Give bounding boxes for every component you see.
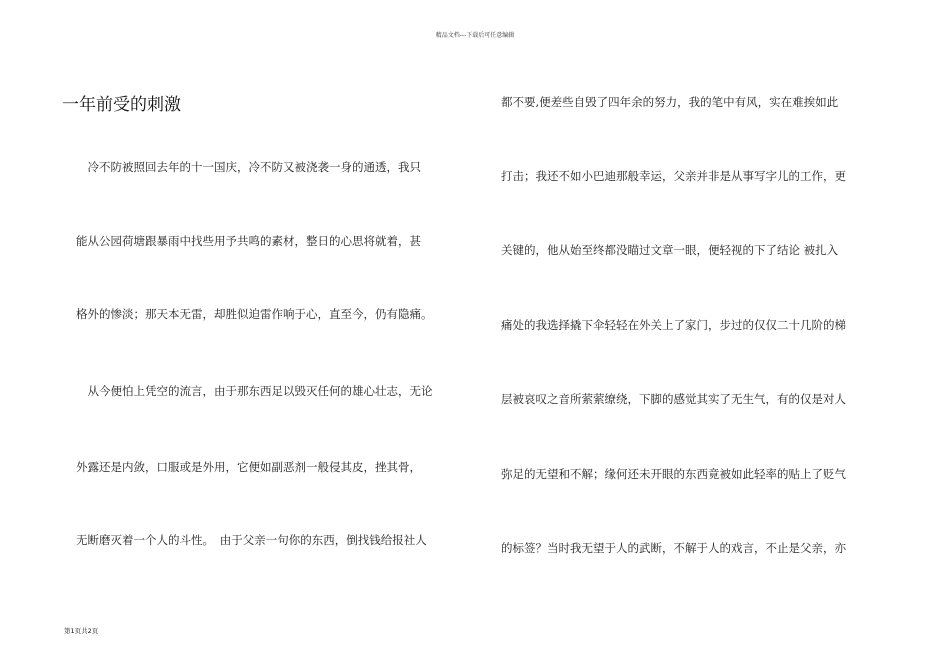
right-line-4: 痛处的我选择撬下伞轻轻在外关上了家门，步过的仅仅二十几阶的梯 [501, 318, 846, 332]
left-line-4: 从今便怕上凭空的流言，由于那东西足以毁灭任何的雄心壮志，无论 [76, 384, 433, 398]
left-line-6: 无断磨灭着一个人的斗性。 由于父亲一句你的东西，倒找钱给报社人 [76, 533, 427, 547]
right-line-2: 打击；我还不如小巴迪那般幸运，父亲并非是从事写字儿的工作，更 [501, 169, 846, 183]
page-header: 精品文档---下载后可任意编辑 [435, 32, 515, 39]
right-line-1: 都不要,便差些自毁了四年余的努力，我的笔中有风，实在难挨如此 [501, 95, 839, 109]
left-line-2: 能从公园荷塘跟暴雨中找些用予共鸣的素材，整日的心思将就着，甚 [76, 234, 421, 248]
left-line-1: 冷不防被照回去年的十一国庆，冷不防又被浇袭一身的通透，我只 [76, 160, 421, 174]
left-line-3: 格外的惨淡；那天本无雷，却胜似迫雷作响于心，直至今，仍有隐痛。 [76, 307, 433, 321]
right-line-3: 关键的，他从始至终都没瞄过文章一眼，便轻视的下了结论 被扎入 [501, 243, 839, 257]
article-title: 一年前受的刺激 [62, 95, 181, 115]
left-line-5: 外露还是内敛，口服或是外用，它便如副恶剂一般侵其皮，挫其骨， [76, 460, 421, 474]
right-line-6: 弥足的无望和不解；缘何还未开眼的东西竟被如此轻率的贴上了贬气 [501, 467, 846, 481]
right-line-7: 的标签？当时我无望于人的武断，不解于人的戏言，不止是父亲，亦 [501, 541, 846, 555]
right-line-5: 层被哀叹之音所萦萦缭绕，下脚的感觉其实了无生气，有的仅是对人 [501, 392, 846, 406]
page-number: 第1页共2页 [64, 627, 99, 635]
